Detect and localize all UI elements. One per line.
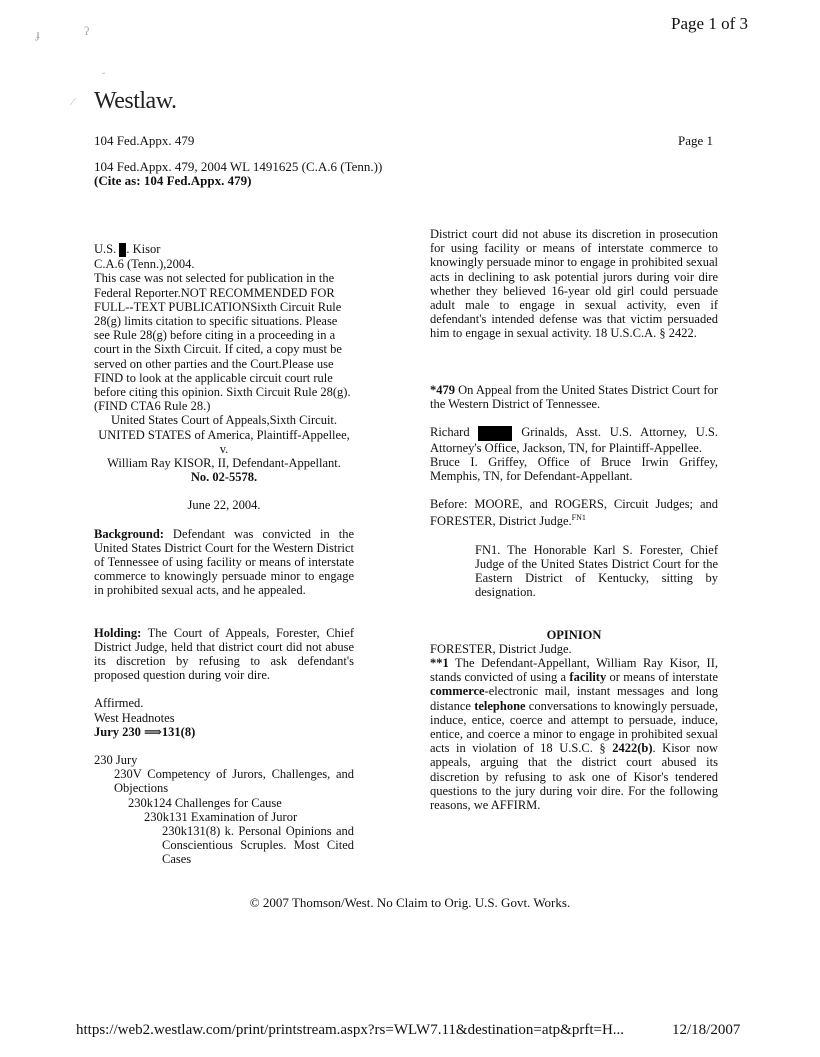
footnote-text: FN1. The Honorable Karl S. Forester, Chief Judge of the United States District Court for the Eastern District of Kentucky, sitting by designation.	[475, 542, 718, 600]
key-subtopic: 230k131(8) k. Personal Opinions and Conscientious Scruples. Most Cited Cases	[162, 824, 354, 867]
publication-notice: This case was not selected for publication in the Federal Reporter.NOT RECOMMENDED FOR FULL--TEXT PUBLICATIONSixth Circuit Rule 28(g) limits citation to specific situations. Please see Rule 28(g) before citing in a proceeding in a court in the Sixth Circuit. If cited, a copy must be served on other parties and the Court.Please use FIND to look at the applicable circuit court rule before citing this opinion. Sixth Circuit Rule 28(g). (FIND CTA6 Rule 28.)	[94, 271, 351, 414]
case-name: U.S. . Kisor	[94, 242, 161, 256]
page-label: Page 1	[677, 133, 713, 148]
headnotes-label: West Headnotes	[94, 710, 175, 725]
key-subtopic: 230k131 Examination of Juror	[144, 809, 298, 824]
citation-full: 104 Fed.Appx. 479, 2004 WL 1491625 (C.A.6 (Tenn.))	[94, 159, 383, 174]
print-date: 12/18/2007	[672, 1022, 741, 1038]
court-name: United States Court of Appeals,Sixth Circuit.	[110, 413, 338, 428]
party-plaintiff: UNITED STATES of America, Plaintiff-Appellee,	[98, 427, 350, 442]
decision-date: June 22, 2004.	[187, 498, 261, 513]
background-paragraph: Background: Defendant was convicted in the United States District Court for the Western District of Tennessee of using facility or means of interstate commerce to knowingly persuade minor to engage in prohibited sexual acts, and he appealed.	[94, 526, 354, 598]
counsel-defendant: Bruce I. Griffey, Office of Bruce Irwin Griffey, Memphis, TN, for Defendant-Appellant.	[430, 454, 718, 484]
redaction-box	[478, 426, 512, 441]
holding-paragraph: Holding: The Court of Appeals, Forester, Chief District Judge, held that district court did not abuse its discretion by refusing to ask defendant's proposed question during voir dire.	[94, 625, 354, 683]
key-subtopic: 230k124 Challenges for Cause	[128, 795, 282, 810]
counsel-plaintiff: Richard Grinalds, Asst. U.S. Attorney, U.S. Attorney's Office, Jackson, TN, for Plaintiff-Appellee.	[430, 425, 718, 455]
before-judges: Before: MOORE, and ROGERS, Circuit Judges; and FORESTER, District Judge.$^{FN1}$	[430, 497, 718, 529]
cite-as: (Cite as: 104 Fed.Appx. 479)	[94, 173, 252, 188]
scan-mark: ⁄	[72, 96, 74, 108]
court-year: C.A.6 (Tenn.),2004.	[94, 257, 195, 272]
scan-mark: ʔ	[84, 24, 90, 38]
citation-short: 104 Fed.Appx. 479	[94, 133, 195, 148]
keynote-link[interactable]: Jury 230 ⟹131(8)	[94, 724, 196, 739]
disposition: Affirmed.	[94, 696, 144, 711]
page-of-count: Page 1 of 3	[671, 14, 748, 33]
key-topic: 230 Jury	[94, 753, 138, 768]
key-subtopic: 230V Competency of Jurors, Challenges, and Objections	[114, 767, 354, 796]
opinion-paragraph: **1 The Defendant-Appellant, William Ray Kisor, II, stands convicted of using a facility or means of interstate commerce-electronic mail, instant messages and long distance telephone conversations to knowingly persuade, induce, entice, coerce and attempt to persuade, induce, entice, and coerce a minor to engage in prohibited sexual acts in violation of 18 U.S.C. § 2422(b). Kisor now appeals, arguing that the district court abused its discretion by refusing to ask one of Kisor's tendered questions to the jury during voir dire. For the following reasons, we AFFIRM.	[430, 656, 719, 813]
citation-block	[94, 160, 382, 188]
headnote-text: District court did not abuse its discretion in prosecution for using facility or means of interstate commerce to knowingly persuade minor to engage in prohibited sexual acts in declining to ask potential jurors during voir dire whether they believed 16-year old girl could persuade adult male to engage in sexual activity, even if defendant's intended defense was that victim persuaded him to engage in sexual activity. 18 U.S.C.A. § 2422.	[430, 227, 718, 341]
party-defendant: William Ray KISOR, II, Defendant-Appellant.	[107, 455, 341, 470]
print-url: https://web2.westlaw.com/print/printstream.aspx?rs=WLW7.11&destination=atp&prft=H...	[76, 1022, 625, 1038]
versus: v.	[219, 441, 229, 456]
footnote-ref[interactable]: FN1	[571, 513, 586, 523]
copyright-notice: © 2007 Thomson/West. No Claim to Orig. U.S. Govt. Works.	[249, 895, 571, 910]
appeal-paragraph: *479 On Appeal from the United States District Court for the Western District of Tennessee.	[430, 382, 718, 411]
opinion-author: FORESTER, District Judge.	[430, 641, 572, 656]
opinion-heading: OPINION	[546, 627, 602, 642]
docket-number: No. 02-5578.	[190, 470, 258, 485]
right-column	[430, 227, 718, 812]
scan-mark: ˇ	[102, 72, 106, 83]
westlaw-logo: Westlaw.	[94, 88, 177, 114]
left-column	[94, 242, 354, 867]
scan-mark: ɟ	[36, 27, 40, 41]
